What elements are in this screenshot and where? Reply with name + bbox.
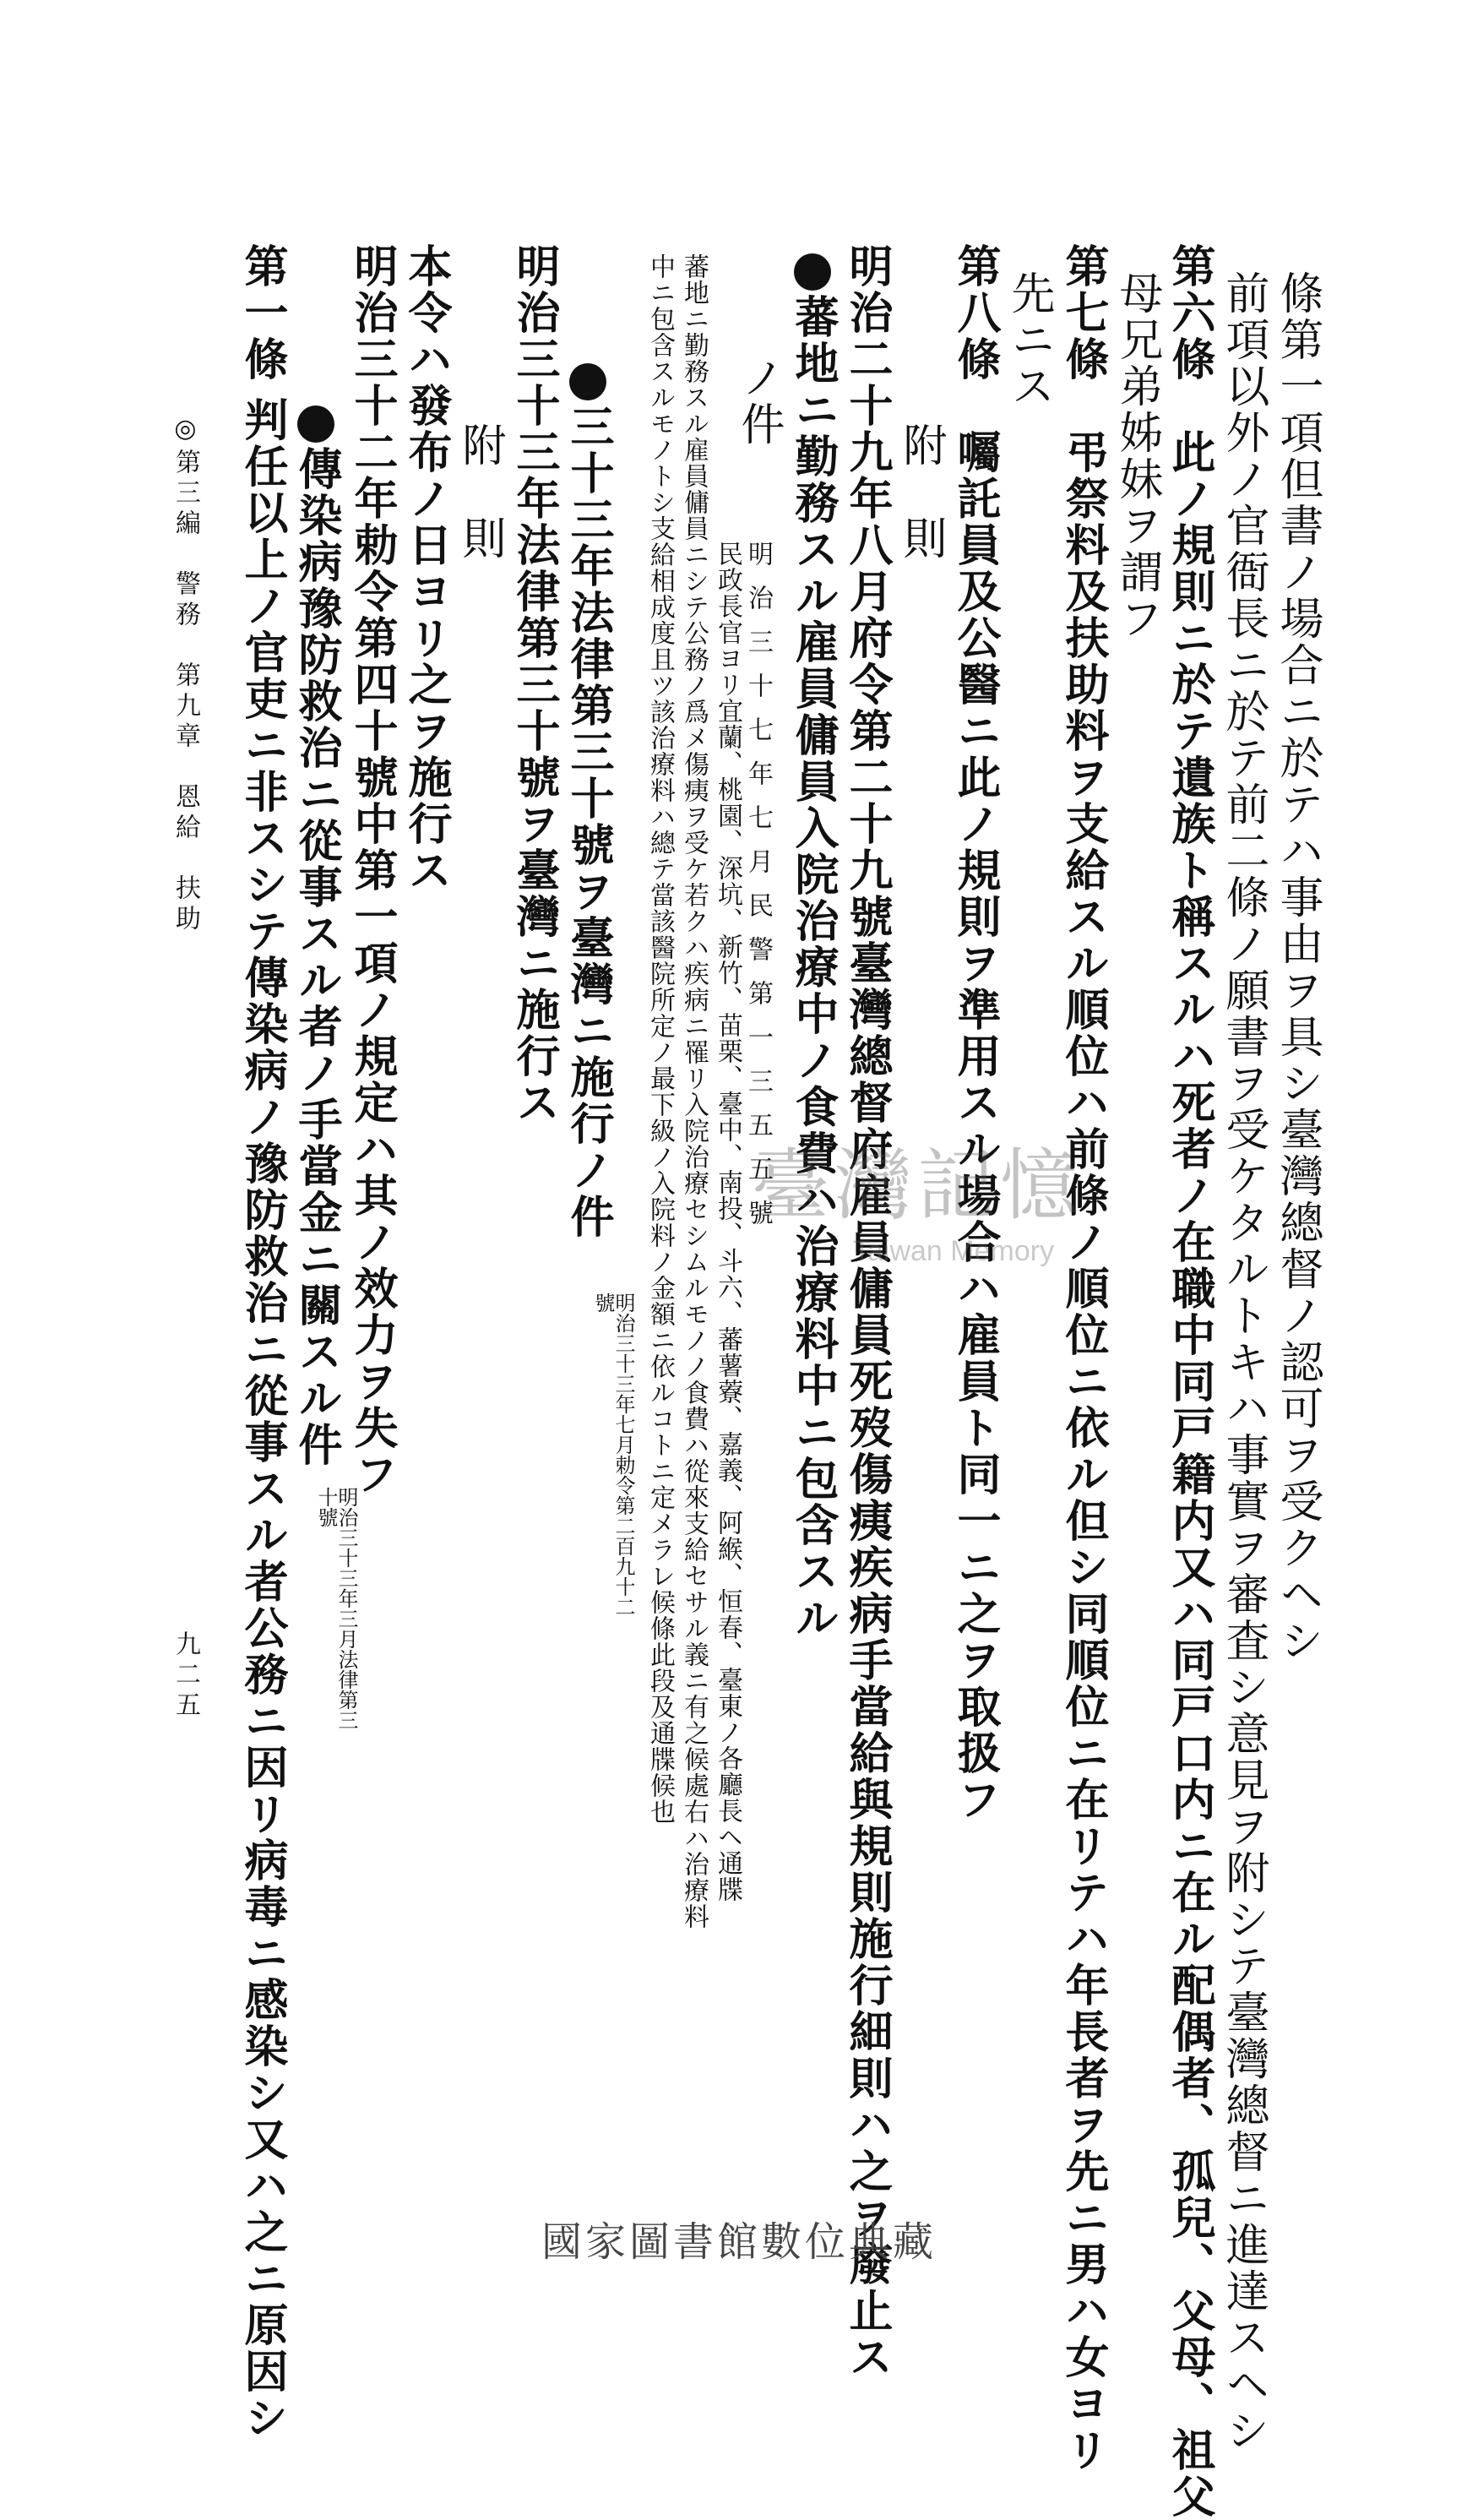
appendix-heading-1: 附 則	[895, 422, 946, 562]
law-clause: 明治三十三年法律第三十號ヲ臺灣ニ施行ス	[508, 243, 560, 1126]
bullet-icon	[569, 363, 606, 400]
bullet-icon	[794, 253, 831, 291]
notice-body-2: 中ニ包含スルモノトシ支給相成度且ツ該治療料ハ總テ當該醫院所定ノ最下級ノ入院料ノ金額ニ依ルコトニ定メラレ候條此段及通牒候也	[645, 253, 675, 1825]
text-column-2: 前項以外ノ官衙長ニ於テ前二條ノ願書ヲ受ケタルトキハ事實ヲ審査シ意見ヲ附シテ臺灣總督ニ進達スヘシ	[1218, 270, 1269, 2454]
text-column-6: 先ニス	[1003, 270, 1054, 410]
watermark	[752, 1124, 1123, 1293]
watermark-chinese: 臺灣記憶	[752, 1140, 1084, 1231]
text-column-1: 條第一項但書ノ場合ニ於テハ事由ヲ具シ臺灣總督ノ認可ヲ受クヘシ	[1272, 270, 1323, 1664]
running-header: ◎第三編 警務 第九章 恩給 扶助	[171, 414, 200, 935]
notice-title: 蕃地ニ勤務スル雇員傭員入院治療中ノ食費ハ治療料中ニ包含スル	[791, 253, 834, 1641]
article-1-label: 第一條	[236, 243, 288, 383]
law-title: 三十三年法律第三十號ヲ臺灣ニ施行ノ件	[566, 363, 610, 1240]
article-7: 第七條 弔祭料及扶助料ヲ支給スル順位ハ前條ノ順位ニ依ル但シ同順位ニ在リテハ年長者ヲ先ニ男ハ女ヨリ	[1057, 243, 1109, 2474]
notice-date: 明治三十七年七月民警第一三五五號	[743, 541, 773, 1244]
article-1-text: 判任以上ノ官吏ニ非スシテ傳染病ノ豫防救治ニ從事スル者公務ニ因リ病毒ニ感染シ又ハ之ニ原因シ	[236, 397, 288, 2441]
bullet-icon	[297, 405, 334, 443]
notice-title-cont: ノ件	[733, 355, 784, 448]
repeal-clause: 明治三十二年勅令第四十號中第一項ノ規定ハ其ノ效力ヲ失フ	[346, 243, 398, 1498]
footer-credit: 國家圖書館數位典藏	[541, 2218, 937, 2266]
epidemic-law-reference: 明治三十三年三月法律第三十號	[314, 1487, 358, 1730]
article-6: 第六條 此ノ規則ニ於テ遺族ト稱スルハ死者ノ在職中同戸籍内又ハ同戸口内ニ在ル配偶者、孤兒、父母、祖父	[1164, 243, 1215, 2520]
epidemic-law-title: 傳染病豫防救治ニ從事スル者ノ手當金ニ關スル件	[294, 405, 338, 1468]
effective-clause: 本令ハ發布ノ日ヨリ之ヲ施行ス	[400, 243, 452, 894]
article-8: 第八條 囑託員及公醫ニ此ノ規則ヲ準用スル場合ハ雇員ト同一ニ之ヲ取扱フ	[949, 243, 1001, 1823]
appendix-heading-2: 附 則	[454, 422, 505, 562]
page-number: 九二五	[171, 1630, 200, 1722]
watermark-english: Taiwan Memory	[853, 1235, 1055, 1267]
notice-addressee: 民政長官ヨリ宜蘭、桃園、深坑、新竹、苗栗、臺中、南投、斗六、蕃薯藔、嘉義、阿緱、恒春、臺東ノ各廳長ヘ通牒	[713, 541, 742, 1902]
notice-body-1: 蕃地ニ勤務スル雇員傭員ニシテ公務ノ爲メ傷痍ヲ受ケ若クハ疾病ニ罹リ入院治療セシムルモノノ食費ハ從來支給セサル義ニ有之候處右ハ治療料	[679, 253, 709, 1929]
law-reference: 明治三十三年七月勅令第二百九十二號	[591, 1293, 635, 1617]
text-column-4: 母兄弟姊妹ヲ謂フ	[1111, 270, 1162, 642]
repeal-ordinance: 明治二十九年八月府令第二十九號臺灣總督府雇員傭員死歿傷痍疾病手當給與規則施行細則ハ之ヲ廢止ス	[841, 243, 893, 2381]
